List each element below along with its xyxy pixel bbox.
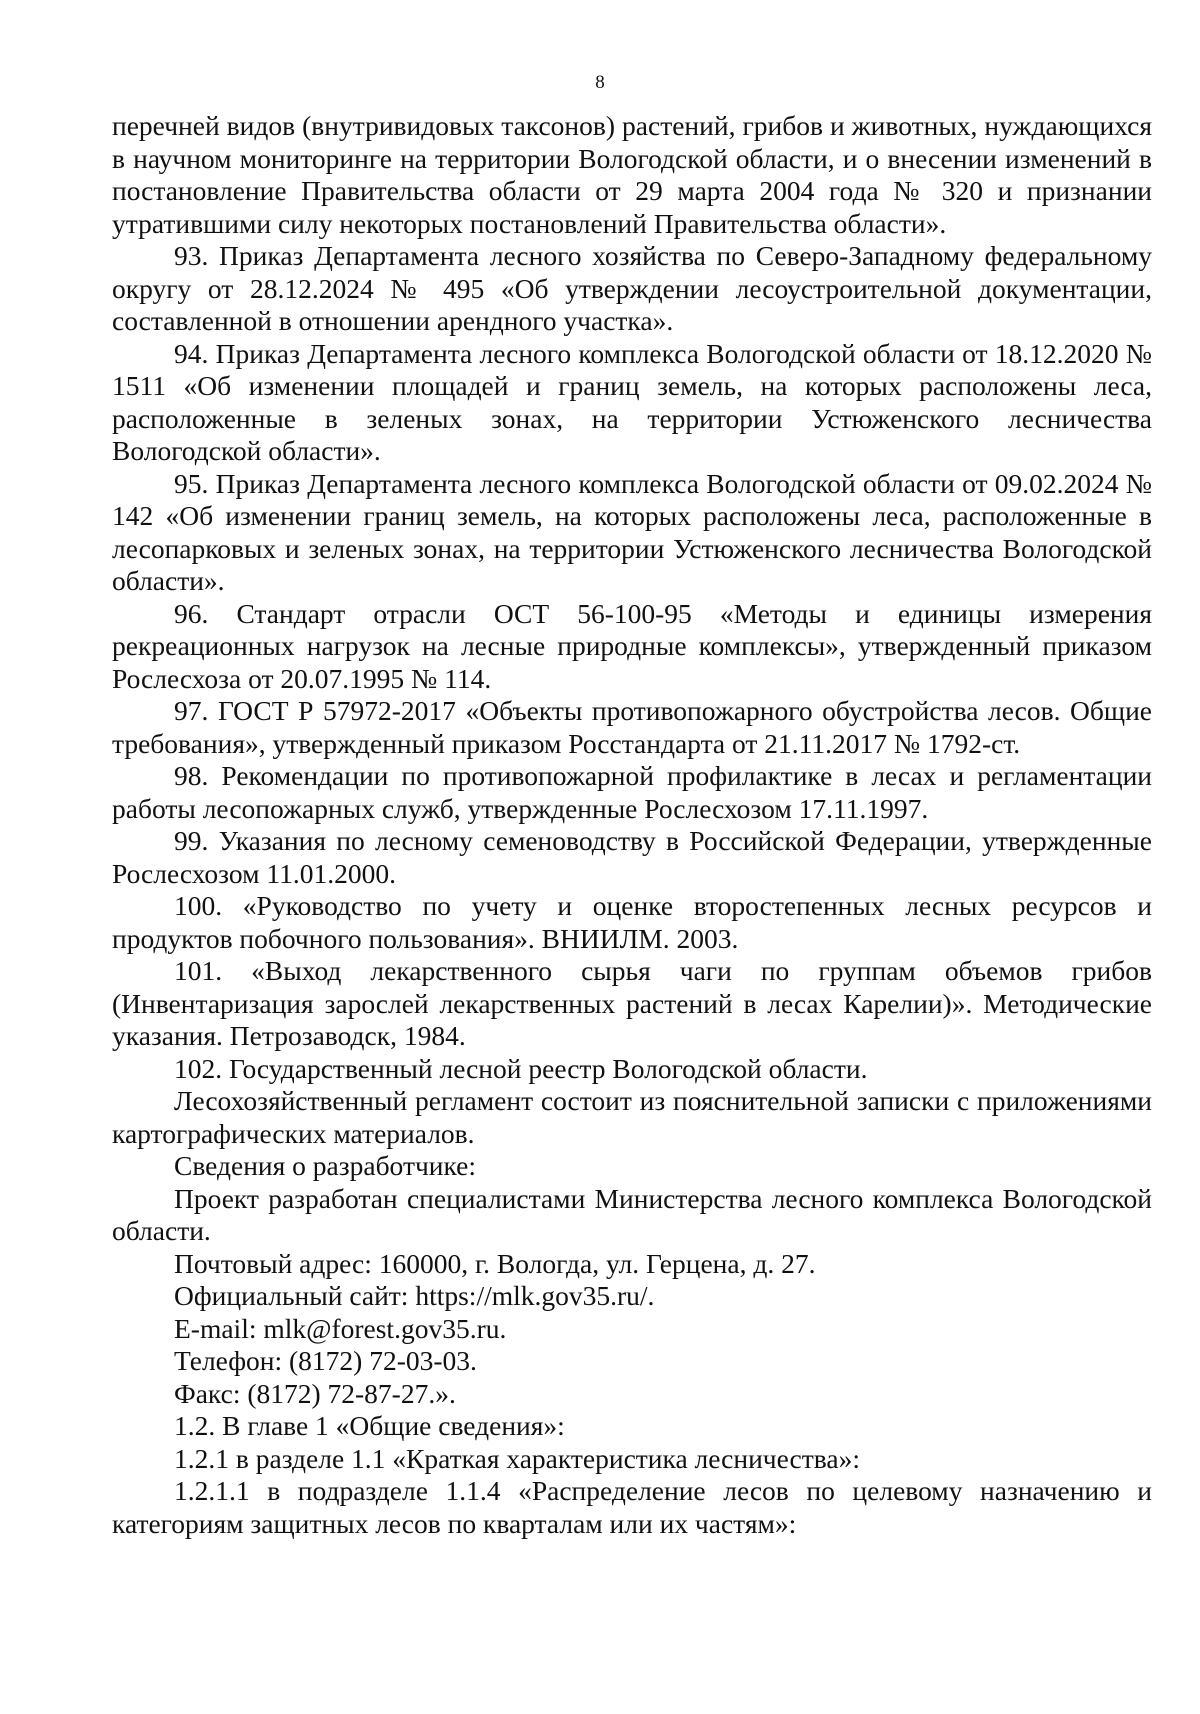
paragraph-item-99: 99. Указания по лесному семеноводству в Российской Федерации, утвержденные Рослесхозом 11.01.2000. xyxy=(112,825,1152,889)
document-body xyxy=(112,110,1152,1540)
paragraph-section-1-2: 1.2. В главе 1 «Общие сведения»: xyxy=(174,1410,565,1441)
paragraph-item-101: 101. «Выход лекарственного сырья чаги по группам объемов грибов (Инвентаризация зарослей лекарственных растений в лесах Карелии)». Методические указания. Петрозаводск, 1984. xyxy=(112,955,1152,1051)
paragraph-developer-info: Проект разработан специалистами Министерства лесного комплекса Вологодской области. xyxy=(112,1182,1152,1246)
paragraph-item-102: 102. Государственный лесной реестр Вологодской области. xyxy=(174,1052,868,1084)
paragraph-item-93: 93. Приказ Департамента лесного хозяйства по Северо-Западному федеральному округу от 28.12.2024 № 495 «Об утверждении лесоустроительной документации, составленной в отношении арендного участка». xyxy=(112,240,1152,336)
paragraph-item-95: 95. Приказ Департамента лесного комплекса Вологодской области от 09.02.2024 № 142 «Об изменении границ земель, на которых расположены леса, расположенные в лесопарковых и зеленых зонах, на территории Устюженского лесничества Вологодской области». xyxy=(112,467,1152,596)
paragraph-developer-heading: Сведения о разработчике: xyxy=(174,1150,477,1181)
paragraph-official-site: Официальный сайт: https://mlk.gov35.ru/. xyxy=(174,1280,655,1311)
paragraph-fax: Факс: (8172) 72-87-27.». xyxy=(174,1377,456,1409)
paragraph-item-94: 94. Приказ Департамента лесного комплекса Вологодской области от 18.12.2020 № 1511 «Об изменении площадей и границ земель, на которых расположены леса, расположенные в зеленых зонах, на территории Устюженского лесничества Вологодской области». xyxy=(112,337,1152,466)
paragraph-item-98: 98. Рекомендации по противопожарной профилактике в лесах и регламентации работы лесопожарных служб, утвержденные Рослесхозом 17.11.1997. xyxy=(112,760,1152,824)
paragraph-item-100: 100. «Руководство по учету и оценке второстепенных лесных ресурсов и продуктов побочного пользования». ВНИИЛМ. 2003. xyxy=(112,890,1152,954)
paragraph-continuation: перечней видов (внутривидовых таксонов) растений, грибов и животных, нуждающихся в научном мониторинге на территории Вологодской области, и о внесении изменений в постановление Правительства области от 29 марта 2004 года № 320 и признании утратившими силу некоторых постановлений Правительства области». xyxy=(112,110,1152,239)
paragraph-item-96: 96. Стандарт отрасли ОСТ 56-100-95 «Методы и единицы измерения рекреационных нагрузок на лесные природные комплексы», утвержденный приказом Рослесхоза от 20.07.1995 № 114. xyxy=(112,597,1152,694)
paragraph-postal-address: Почтовый адрес: 160000, г. Вологда, ул. Герцена, д. 27. xyxy=(174,1247,816,1279)
paragraph-section-1-2-1: 1.2.1 в разделе 1.1 «Краткая характеристика лесничества»: xyxy=(174,1442,860,1474)
paragraph-phone: Телефон: (8172) 72-03-03. xyxy=(174,1345,477,1376)
paragraph-email: E-mail: mlk@forest.gov35.ru. xyxy=(174,1312,507,1344)
paragraph-item-97: 97. ГОСТ Р 57972-2017 «Объекты противопожарного обустройства лесов. Общие требования», утвержденный приказом Росстандарта от 21.11.2017 № 1792-ст. xyxy=(112,695,1152,759)
page-number: 8 xyxy=(595,72,605,93)
paragraph-regulation-structure: Лесохозяйственный регламент состоит из пояснительной записки с приложениями картографических материалов. xyxy=(112,1085,1152,1149)
paragraph-section-1-2-1-1: 1.2.1.1 в подразделе 1.1.4 «Распределение лесов по целевому назначению и категориям защитных лесов по кварталам или их частям»: xyxy=(112,1475,1152,1539)
